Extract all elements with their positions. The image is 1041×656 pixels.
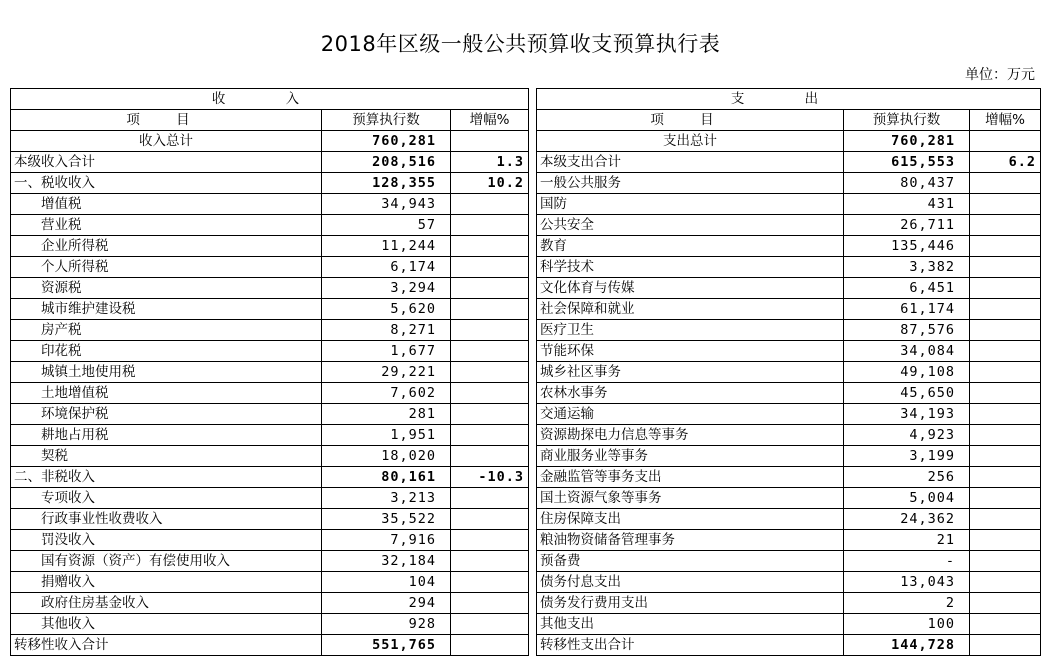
totals-row xyxy=(11,131,1041,152)
expense-item-label: 粮油物资储备管理事务 xyxy=(537,530,844,551)
expense-total-growth xyxy=(970,131,1041,152)
table-row xyxy=(11,194,1041,215)
expense-growth-value xyxy=(970,614,1041,635)
expense-growth-value xyxy=(970,467,1041,488)
expense-item-label: 交通运输 xyxy=(537,404,844,425)
income-budget-value: 928 xyxy=(322,614,451,635)
income-growth-value xyxy=(451,194,529,215)
budget-table xyxy=(10,88,1041,656)
column-gap xyxy=(529,488,537,509)
table-row xyxy=(11,362,1041,383)
expense-item-label: 国防 xyxy=(537,194,844,215)
income-budget-value: 3,213 xyxy=(322,488,451,509)
expense-total-value: 760,281 xyxy=(844,131,970,152)
expense-item-label: 公共安全 xyxy=(537,215,844,236)
expense-total-label: 支出总计 xyxy=(537,131,844,152)
expense-budget-value: 34,193 xyxy=(844,404,970,425)
expense-budget-value: 26,711 xyxy=(844,215,970,236)
expense-budget-value: 3,199 xyxy=(844,446,970,467)
expense-budget-header: 预算执行数 xyxy=(844,110,970,131)
income-budget-value: 208,516 xyxy=(322,152,451,173)
expense-item-label: 国土资源气象等事务 xyxy=(537,488,844,509)
column-gap xyxy=(529,635,537,656)
expense-budget-value: 615,553 xyxy=(844,152,970,173)
expense-item-label: 社会保障和就业 xyxy=(537,299,844,320)
income-budget-value: 7,916 xyxy=(322,530,451,551)
expense-budget-value: 256 xyxy=(844,467,970,488)
table-row xyxy=(11,383,1041,404)
expense-budget-value: 2 xyxy=(844,593,970,614)
expense-growth-value xyxy=(970,593,1041,614)
income-budget-value: 34,943 xyxy=(322,194,451,215)
income-item-label: 国有资源（资产）有偿使用收入 xyxy=(11,551,322,572)
income-budget-value: 1,951 xyxy=(322,425,451,446)
table-row xyxy=(11,320,1041,341)
income-growth-value: -10.3 xyxy=(451,467,529,488)
income-growth-value xyxy=(451,509,529,530)
column-header-row xyxy=(11,110,1041,131)
table-row xyxy=(11,530,1041,551)
column-gap xyxy=(529,593,537,614)
page-title: 2018年区级一般公共预算收支预算执行表 xyxy=(320,32,721,56)
expense-growth-value xyxy=(970,425,1041,446)
table-body xyxy=(11,152,1041,656)
table-row xyxy=(11,152,1041,173)
expense-item-label: 科学技术 xyxy=(537,257,844,278)
income-total-value: 760,281 xyxy=(322,131,451,152)
income-growth-value xyxy=(451,362,529,383)
table-row xyxy=(11,278,1041,299)
expense-growth-header: 增幅% xyxy=(970,110,1041,131)
budget-table-container xyxy=(10,88,1040,656)
expense-growth-value xyxy=(970,530,1041,551)
table-row xyxy=(11,341,1041,362)
expense-item-label: 农林水事务 xyxy=(537,383,844,404)
income-item-label: 行政事业性收费收入 xyxy=(11,509,322,530)
expense-item-label: 一般公共服务 xyxy=(537,173,844,194)
table-row xyxy=(11,404,1041,425)
column-gap xyxy=(529,530,537,551)
column-gap xyxy=(529,320,537,341)
column-gap xyxy=(529,173,537,194)
expense-item-label: 转移性支出合计 xyxy=(537,635,844,656)
expense-growth-value xyxy=(970,320,1041,341)
expense-budget-value: 135,446 xyxy=(844,236,970,257)
expense-item-label: 节能环保 xyxy=(537,341,844,362)
table-row xyxy=(11,551,1041,572)
expense-growth-value xyxy=(970,173,1041,194)
income-growth-value xyxy=(451,215,529,236)
expense-item-label: 教育 xyxy=(537,236,844,257)
income-growth-value xyxy=(451,257,529,278)
income-budget-value: 57 xyxy=(322,215,451,236)
table-row xyxy=(11,299,1041,320)
expense-budget-value: - xyxy=(844,551,970,572)
income-item-label: 转移性收入合计 xyxy=(11,635,322,656)
expense-growth-value xyxy=(970,341,1041,362)
column-gap xyxy=(529,467,537,488)
expense-budget-value: 61,174 xyxy=(844,299,970,320)
income-budget-value: 128,355 xyxy=(322,173,451,194)
income-item-label: 一、税收收入 xyxy=(11,173,322,194)
column-gap xyxy=(529,383,537,404)
income-item-label: 捐赠收入 xyxy=(11,572,322,593)
expense-growth-value xyxy=(970,404,1041,425)
income-budget-value: 32,184 xyxy=(322,551,451,572)
income-growth-value: 1.3 xyxy=(451,152,529,173)
income-growth-value xyxy=(451,320,529,341)
income-growth-value xyxy=(451,383,529,404)
expense-budget-value: 100 xyxy=(844,614,970,635)
expense-growth-value xyxy=(970,488,1041,509)
table-row xyxy=(11,446,1041,467)
income-item-header: 项 目 xyxy=(11,110,322,131)
income-item-label: 其他收入 xyxy=(11,614,322,635)
income-item-label: 房产税 xyxy=(11,320,322,341)
expense-growth-value xyxy=(970,509,1041,530)
expense-budget-value: 87,576 xyxy=(844,320,970,341)
expense-growth-value xyxy=(970,551,1041,572)
expense-budget-value: 24,362 xyxy=(844,509,970,530)
expense-item-label: 商业服务业等事务 xyxy=(537,446,844,467)
column-gap xyxy=(529,341,537,362)
income-budget-value: 104 xyxy=(322,572,451,593)
income-item-label: 城市维护建设税 xyxy=(11,299,322,320)
income-growth-value xyxy=(451,593,529,614)
expense-growth-value xyxy=(970,635,1041,656)
income-growth-value xyxy=(451,530,529,551)
income-growth-value xyxy=(451,278,529,299)
income-item-label: 印花税 xyxy=(11,341,322,362)
income-budget-value: 551,765 xyxy=(322,635,451,656)
income-growth-value xyxy=(451,404,529,425)
income-growth-value xyxy=(451,299,529,320)
section-header-row xyxy=(11,89,1041,110)
expense-item-label: 文化体育与传媒 xyxy=(537,278,844,299)
income-item-label: 企业所得税 xyxy=(11,236,322,257)
column-gap xyxy=(529,236,537,257)
column-gap xyxy=(529,257,537,278)
column-gap xyxy=(529,278,537,299)
income-item-label: 增值税 xyxy=(11,194,322,215)
expense-item-label: 其他支出 xyxy=(537,614,844,635)
income-item-label: 本级收入合计 xyxy=(11,152,322,173)
column-gap xyxy=(529,446,537,467)
income-growth-value xyxy=(451,341,529,362)
income-item-label: 个人所得税 xyxy=(11,257,322,278)
income-budget-value: 11,244 xyxy=(322,236,451,257)
column-gap xyxy=(529,152,537,173)
expense-item-label: 债务发行费用支出 xyxy=(537,593,844,614)
income-total-label: 收入总计 xyxy=(11,131,322,152)
expense-growth-value xyxy=(970,257,1041,278)
expense-budget-value: 144,728 xyxy=(844,635,970,656)
income-item-label: 城镇土地使用税 xyxy=(11,362,322,383)
table-row xyxy=(11,488,1041,509)
column-gap xyxy=(529,572,537,593)
income-growth-value xyxy=(451,614,529,635)
income-growth-value xyxy=(451,488,529,509)
expense-budget-value: 45,650 xyxy=(844,383,970,404)
expense-item-label: 医疗卫生 xyxy=(537,320,844,341)
expense-budget-value: 21 xyxy=(844,530,970,551)
unit-label: 单位：万元 xyxy=(965,67,1035,83)
expense-budget-value: 49,108 xyxy=(844,362,970,383)
column-gap xyxy=(529,299,537,320)
expense-item-label: 住房保障支出 xyxy=(537,509,844,530)
income-budget-value: 294 xyxy=(322,593,451,614)
table-row xyxy=(11,173,1041,194)
column-gap xyxy=(529,194,537,215)
expense-budget-value: 80,437 xyxy=(844,173,970,194)
expense-item-label: 债务付息支出 xyxy=(537,572,844,593)
income-budget-value: 1,677 xyxy=(322,341,451,362)
income-budget-value: 281 xyxy=(322,404,451,425)
expense-budget-value: 5,004 xyxy=(844,488,970,509)
income-budget-value: 29,221 xyxy=(322,362,451,383)
income-growth-value xyxy=(451,236,529,257)
expense-budget-value: 3,382 xyxy=(844,257,970,278)
income-total-growth xyxy=(451,131,529,152)
expense-budget-value: 6,451 xyxy=(844,278,970,299)
expense-growth-value xyxy=(970,236,1041,257)
expense-growth-value xyxy=(970,194,1041,215)
expense-growth-value xyxy=(970,383,1041,404)
table-row xyxy=(11,635,1041,656)
expense-growth-value xyxy=(970,572,1041,593)
income-item-label: 罚没收入 xyxy=(11,530,322,551)
column-gap xyxy=(529,89,537,110)
table-row xyxy=(11,593,1041,614)
income-item-label: 土地增值税 xyxy=(11,383,322,404)
income-item-label: 契税 xyxy=(11,446,322,467)
column-gap xyxy=(529,425,537,446)
income-growth-value xyxy=(451,425,529,446)
income-budget-value: 18,020 xyxy=(322,446,451,467)
table-row xyxy=(11,215,1041,236)
column-gap xyxy=(529,131,537,152)
income-budget-value: 80,161 xyxy=(322,467,451,488)
income-item-label: 专项收入 xyxy=(11,488,322,509)
table-row xyxy=(11,509,1041,530)
expense-budget-value: 4,923 xyxy=(844,425,970,446)
income-growth-value xyxy=(451,572,529,593)
income-item-label: 二、非税收入 xyxy=(11,467,322,488)
expense-growth-value xyxy=(970,299,1041,320)
income-section-header: 收 入 xyxy=(11,89,529,110)
expense-growth-value xyxy=(970,215,1041,236)
income-budget-value: 8,271 xyxy=(322,320,451,341)
expense-item-label: 预备费 xyxy=(537,551,844,572)
expense-item-label: 金融监管等事务支出 xyxy=(537,467,844,488)
income-item-label: 资源税 xyxy=(11,278,322,299)
expense-growth-value xyxy=(970,446,1041,467)
expense-budget-value: 431 xyxy=(844,194,970,215)
column-gap xyxy=(529,362,537,383)
income-budget-value: 7,602 xyxy=(322,383,451,404)
income-growth-value: 10.2 xyxy=(451,173,529,194)
column-gap xyxy=(529,509,537,530)
income-item-label: 耕地占用税 xyxy=(11,425,322,446)
column-gap xyxy=(529,110,537,131)
income-item-label: 营业税 xyxy=(11,215,322,236)
column-gap xyxy=(529,404,537,425)
table-row xyxy=(11,572,1041,593)
table-row xyxy=(11,614,1041,635)
expense-section-header: 支 出 xyxy=(537,89,1041,110)
income-growth-value xyxy=(451,551,529,572)
income-budget-value: 35,522 xyxy=(322,509,451,530)
income-budget-header: 预算执行数 xyxy=(322,110,451,131)
expense-budget-value: 34,084 xyxy=(844,341,970,362)
expense-item-label: 城乡社区事务 xyxy=(537,362,844,383)
expense-growth-value xyxy=(970,278,1041,299)
income-growth-value xyxy=(451,635,529,656)
column-gap xyxy=(529,614,537,635)
table-row xyxy=(11,257,1041,278)
income-budget-value: 3,294 xyxy=(322,278,451,299)
table-row xyxy=(11,467,1041,488)
expense-growth-value xyxy=(970,362,1041,383)
expense-item-header: 项 目 xyxy=(537,110,844,131)
table-row xyxy=(11,236,1041,257)
expense-budget-value: 13,043 xyxy=(844,572,970,593)
expense-growth-value: 6.2 xyxy=(970,152,1041,173)
income-growth-header: 增幅% xyxy=(451,110,529,131)
income-item-label: 环境保护税 xyxy=(11,404,322,425)
income-growth-value xyxy=(451,446,529,467)
income-budget-value: 6,174 xyxy=(322,257,451,278)
income-item-label: 政府住房基金收入 xyxy=(11,593,322,614)
expense-item-label: 本级支出合计 xyxy=(537,152,844,173)
income-budget-value: 5,620 xyxy=(322,299,451,320)
column-gap xyxy=(529,215,537,236)
table-row xyxy=(11,425,1041,446)
column-gap xyxy=(529,551,537,572)
expense-item-label: 资源勘探电力信息等事务 xyxy=(537,425,844,446)
